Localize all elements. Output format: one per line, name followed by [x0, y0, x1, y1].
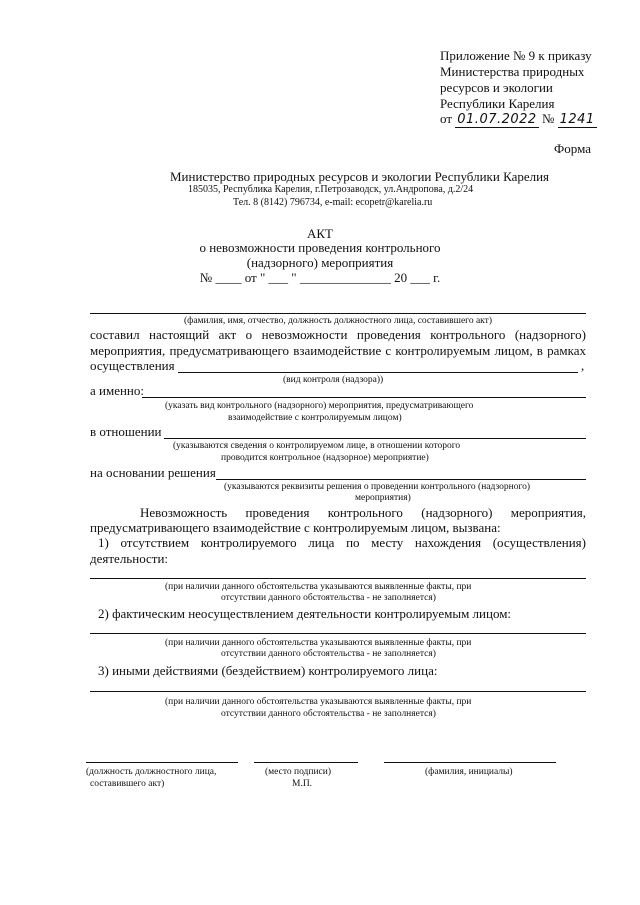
decision-hint-2: мероприятия) [355, 493, 411, 503]
act-title: АКТ [307, 226, 333, 241]
date-prefix: от [440, 111, 453, 126]
form-label: Форма [554, 141, 591, 156]
ministry-name: Министерство природных ресурсов и экологии Республики Карелия [170, 169, 550, 184]
appendix-line-4: Республики Карелия [440, 96, 555, 111]
reason-3: 3) иными действиями (бездействием) контролируемого лица: [98, 663, 438, 678]
reason-1-line-2: деятельности: [90, 551, 169, 566]
act-subtitle-2: (надзорного) мероприятия [246, 255, 394, 270]
handwritten-number: 1241 [559, 112, 595, 127]
appendix-line-3: ресурсов и экологии [440, 80, 553, 95]
number-prefix: № [541, 111, 555, 126]
reason-2-hint-2: отсутствии данного обстоятельства - не заполняется) [221, 649, 436, 659]
act-subtitle-1: о невозможности проведения контрольного [199, 240, 441, 255]
reason-1-hint-2: отсутствии данного обстоятельства - не заполняется) [221, 593, 436, 603]
namely-hint-1: (указать вид контрольного (надзорного) мероприятия, предусматривающего [165, 401, 474, 411]
control-type-input-line[interactable] [178, 372, 578, 373]
appendix-line-1: Приложение № 9 к приказу [440, 48, 592, 63]
ministry-contacts: Тел. 8 (8142) 796734, e-mail: ecopetr@karelia.ru [233, 197, 433, 208]
reason-3-hint-2: отсутствии данного обстоятельства - не заполняется) [221, 709, 436, 719]
appendix-date-row [440, 111, 597, 127]
appendix-line-2: Министерства природных [440, 64, 585, 79]
reason-2-hint-1: (при наличии данного обстоятельства указываются выявленные факты, при [165, 638, 472, 648]
position-sign-line[interactable] [86, 762, 238, 763]
implementation-label: осуществления [90, 358, 175, 373]
handwritten-date: 01.07.2022 [457, 112, 537, 127]
name-initials-caption: (фамилия, инициалы) [425, 767, 513, 777]
official-hint: (фамилия, имя, отчество, должность должностного лица, составившего акт) [184, 316, 492, 326]
namely-input-line[interactable] [142, 397, 586, 398]
reasons-intro-2: предусматривающего взаимодействие с контролируемым лицом, вызвана: [90, 520, 501, 535]
composed-line-2: мероприятия, предусматривающего взаимодействие с контролируемым лицом, в рамках [90, 343, 586, 358]
reason-2-input-line[interactable] [90, 633, 586, 634]
sign-place-caption: (место подписи) [265, 767, 332, 777]
reason-2: 2) фактическим неосуществлением деятельности контролируемым лицом: [98, 606, 512, 621]
position-caption-2: составившего акт) [90, 779, 165, 789]
sign-place-line[interactable] [254, 762, 358, 763]
position-caption-1: (должность должностного лица, [86, 767, 217, 777]
decision-label: на основании решения [90, 465, 216, 480]
reason-1-hint-1: (при наличии данного обстоятельства указываются выявленные факты, при [165, 582, 472, 592]
namely-hint-2: взаимодействие с контролируемым лицом) [228, 413, 402, 423]
namely-label: а именно: [90, 383, 144, 398]
regarding-hint-2: проводится контрольное (надзорное) мероприятие) [221, 453, 429, 463]
control-type-hint: (вид контроля (надзора)) [283, 375, 384, 385]
name-initials-line[interactable] [384, 762, 556, 763]
regarding-hint-1: (указываются сведения о контролируемом лице, в отношении которого [173, 441, 461, 451]
reason-3-input-line[interactable] [90, 691, 586, 692]
ministry-address: 185035, Республика Карелия, г.Петрозаводск, ул.Андропова, д.2/24 [188, 184, 474, 195]
act-numbering: № ____ от " ___ " ______________ 20 ___ г. [199, 270, 441, 285]
reason-1-line-1: 1) отсутствием контролируемого лица по месту нахождения (осуществления) [98, 535, 586, 550]
official-input-line[interactable] [90, 313, 586, 314]
implementation-end: , [581, 358, 585, 373]
decision-input-line[interactable] [216, 479, 586, 480]
decision-hint-1: (указываются реквизиты решения о проведении контрольного (надзорного) [224, 482, 531, 492]
reasons-intro-1: Невозможность проведения контрольного (надзорного) мероприятия, [140, 505, 586, 520]
composed-line-1: составил настоящий акт о невозможности проведения контрольного (надзорного) [90, 327, 586, 342]
reason-3-hint-1: (при наличии данного обстоятельства указываются выявленные факты, при [165, 697, 472, 707]
regarding-input-line[interactable] [164, 438, 586, 439]
reason-1-input-line[interactable] [90, 578, 586, 579]
regarding-label: в отношении [90, 424, 162, 439]
stamp-label: М.П. [292, 779, 313, 789]
